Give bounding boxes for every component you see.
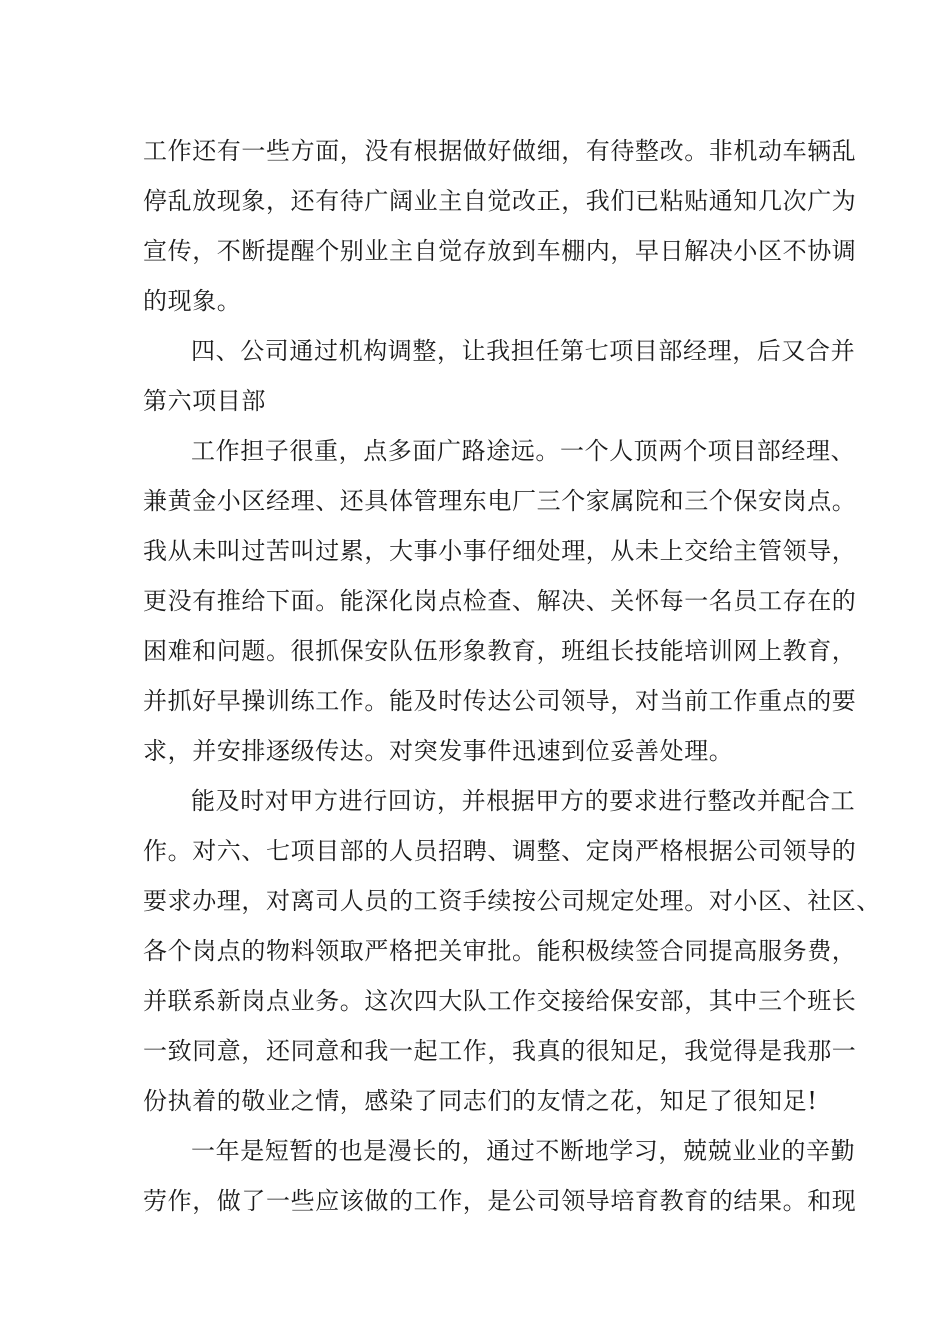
text-line: 要求办理，对离司人员的工资手续按公司规定处理。对小区、社区、 [143, 887, 881, 915]
text-line: 的现象。 [143, 287, 242, 315]
text-line: 宣传，不断提醒个别业主自觉存放到车棚内，早日解决小区不协调 [143, 237, 857, 265]
text-line: 兼黄金小区经理、还具体管理东电厂三个家属院和三个保安岗点。 [143, 487, 857, 515]
text-line: 作。对六、七项目部的人员招聘、调整、定岗严格根据公司领导的 [143, 837, 857, 865]
text-line: 并抓好早操训练工作。能及时传达公司领导，对当前工作重点的要 [143, 687, 857, 715]
section-heading-line: 四、公司通过机构调整，让我担任第七项目部经理，后又合并 [191, 337, 856, 365]
text-line: 劳作，做了一些应该做的工作，是公司领导培育教育的结果。和现 [143, 1187, 857, 1215]
text-line: 我从未叫过苦叫过累，大事小事仔细处理，从未上交给主管领导， [143, 537, 857, 565]
section-heading-line: 第六项目部 [143, 387, 266, 415]
text-line: 工作担子很重，点多面广路途远。一个人顶两个项目部经理、 [191, 437, 856, 465]
text-line: 工作还有一些方面，没有根据做好做细，有待整改。非机动车辆乱 [143, 137, 857, 165]
text-line: 一致同意，还同意和我一起工作，我真的很知足，我觉得是我那一 [143, 1037, 857, 1065]
text-line: 更没有推给下面。能深化岗点检查、解决、关怀每一名员工存在的 [143, 587, 857, 615]
text-line: 一年是短暂的也是漫长的，通过不断地学习，兢兢业业的辛勤 [191, 1137, 856, 1165]
text-line: 能及时对甲方进行回访，并根据甲方的要求进行整改并配合工 [191, 787, 856, 815]
text-line: 份执着的敬业之情，感染了同志们的友情之花，知足了很知足! [143, 1087, 818, 1115]
text-line: 各个岗点的物料领取严格把关审批。能积极续签合同提高服务费， [143, 937, 857, 965]
text-line: 并联系新岗点业务。这次四大队工作交接给保安部，其中三个班长 [143, 987, 857, 1015]
document-body [143, 126, 881, 1226]
text-line: 求，并安排逐级传达。对突发事件迅速到位妥善处理。 [143, 737, 734, 765]
text-line: 困难和问题。很抓保安队伍形象教育，班组长技能培训网上教育， [143, 637, 857, 665]
text-line: 停乱放现象，还有待广阔业主自觉改正，我们已粘贴通知几次广为 [143, 187, 857, 215]
